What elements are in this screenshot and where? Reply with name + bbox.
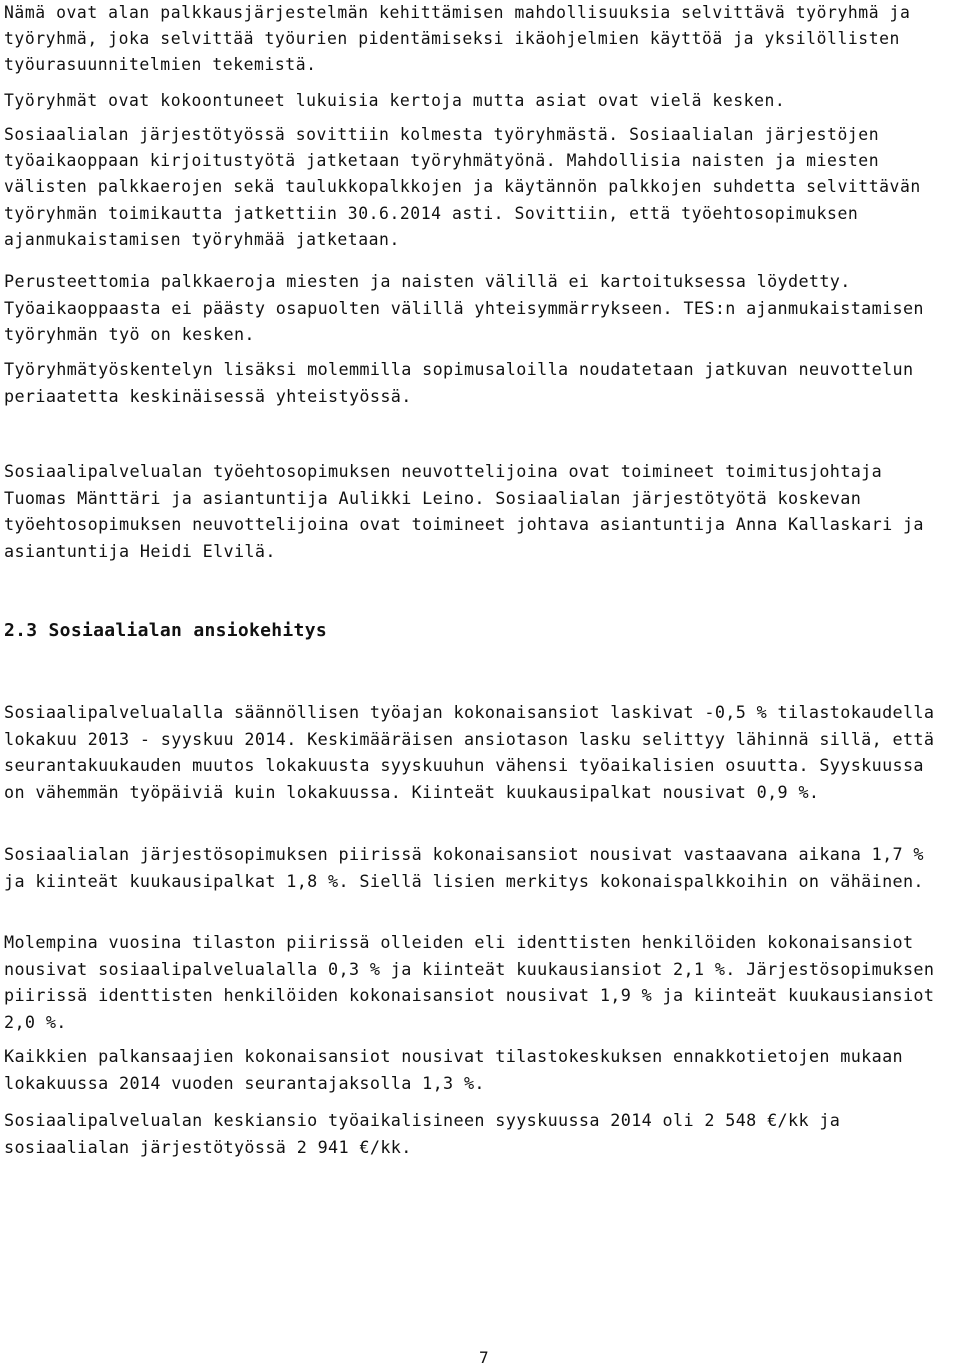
paragraph-identical-persons: Molempina vuosina tilaston piirissä olleiden eli identtisten henkilöiden kokonaisansiot nousivat sosiaalipalvelualalla 0,3 % ja kiinteät kuukausiansiot 2,1 %. Järjestösopimuksen piirissä identtisten henkilöiden kokonaisansiot nousivat 1,9 % ja kiinteät kuukausiansiot 2,0 %. xyxy=(4,932,935,1032)
paragraph-working-groups: Nämä ovat alan palkkausjärjestelmän kehittämisen mahdollisuuksia selvittävä työryhmä ja työryhmä, joka selvittää työurien pidentämiseksi ikäohjelmien käyttöä ja yksilöllisten työurasuunnitelmien tekemistä. xyxy=(4,3,911,75)
page-number: 7 xyxy=(479,1348,489,1367)
paragraph-all-employees: Kaikkien palkansaajien kokonaisansiot nousivat tilastokeskuksen ennakkotietojen mukaan lokakuussa 2014 vuoden seurantajaksolla 1,3 %. xyxy=(4,1046,903,1093)
section-heading: 2.3 Sosiaalialan ansiokehitys xyxy=(4,620,327,641)
paragraph-results: Perusteettomia palkkaeroja miesten ja naisten välillä ei kartoituksessa löydetty. Työaikaoppaasta ei päästy osapuolten välillä yhteisymmärrykseen. TES:n ajanmukaistamisen työryhmän työ on kesken. xyxy=(4,271,924,345)
paragraph-negotiators: Sosiaalipalvelualan työehtosopimuksen neuvottelijoina ovat toimineet toimitusjohtaja Tuomas Mänttäri ja asiantuntija Aulikki Leino. Sosiaalialan järjestötyötä koskevan työehtosopimuksen neuvottelijoina ovat toimineet johtava asiantuntija Anna Kallaskari ja asiantuntija Heidi Elvilä. xyxy=(4,461,924,561)
paragraph-earnings-organisations: Sosiaalialan järjestösopimuksen piirissä kokonaisansiot nousivat vastaavana aikana 1,7 % ja kiinteät kuukausipalkat 1,8 %. Siellä lisien merkitys kokonaispalkkoihin on vähäinen. xyxy=(4,844,924,891)
paragraph-groups-status: Työryhmät ovat kokoontuneet lukuisia kertoja mutta asiat ovat vielä kesken. xyxy=(4,91,786,110)
paragraph-organisation-groups: Sosiaalialan järjestötyössä sovittiin kolmesta työryhmästä. Sosiaalialan järjestöjen työaikaoppaan kirjoitustyötä jatketaan työryhmätyönä. Mahdollisia naisten ja miesten välisten palkkaerojen sekä taulukkopalkkojen ja käytännön palkkojen suhdetta selvittävän työryhmän toimikautta jatkettiin 30.6.2014 asti. Sovittiin, että työehtosopimuksen ajanmukaistamisen työryhmää jatketaan. xyxy=(4,125,921,249)
paragraph-average-earnings: Sosiaalipalvelualan keskiansio työaikalisineen syyskuussa 2014 oli 2 548 €/kk ja sosiaalialan järjestötyössä 2 941 €/kk. xyxy=(4,1110,841,1157)
paragraph-continuous-negotiation: Työryhmätyöskentelyn lisäksi molemmilla sopimusaloilla noudatetaan jatkuvan neuvottelun periaatetta keskinäisessä yhteistyössä. xyxy=(4,359,914,406)
paragraph-earnings-social-services: Sosiaalipalvelualalla säännöllisen työajan kokonaisansiot laskivat -0,5 % tilastokaudella lokakuu 2013 - syyskuu 2014. Keskimääräisen ansiotason lasku selittyy lähinnä sillä, että seurantakuukauden muutos lokakuusta syyskuuhun vähensi työaikalisien osuutta. Syyskuussa on vähemmän työpäiviä kuin lokakuussa. Kiinteät kuukausipalkat nousivat 0,9 %. xyxy=(4,702,935,802)
